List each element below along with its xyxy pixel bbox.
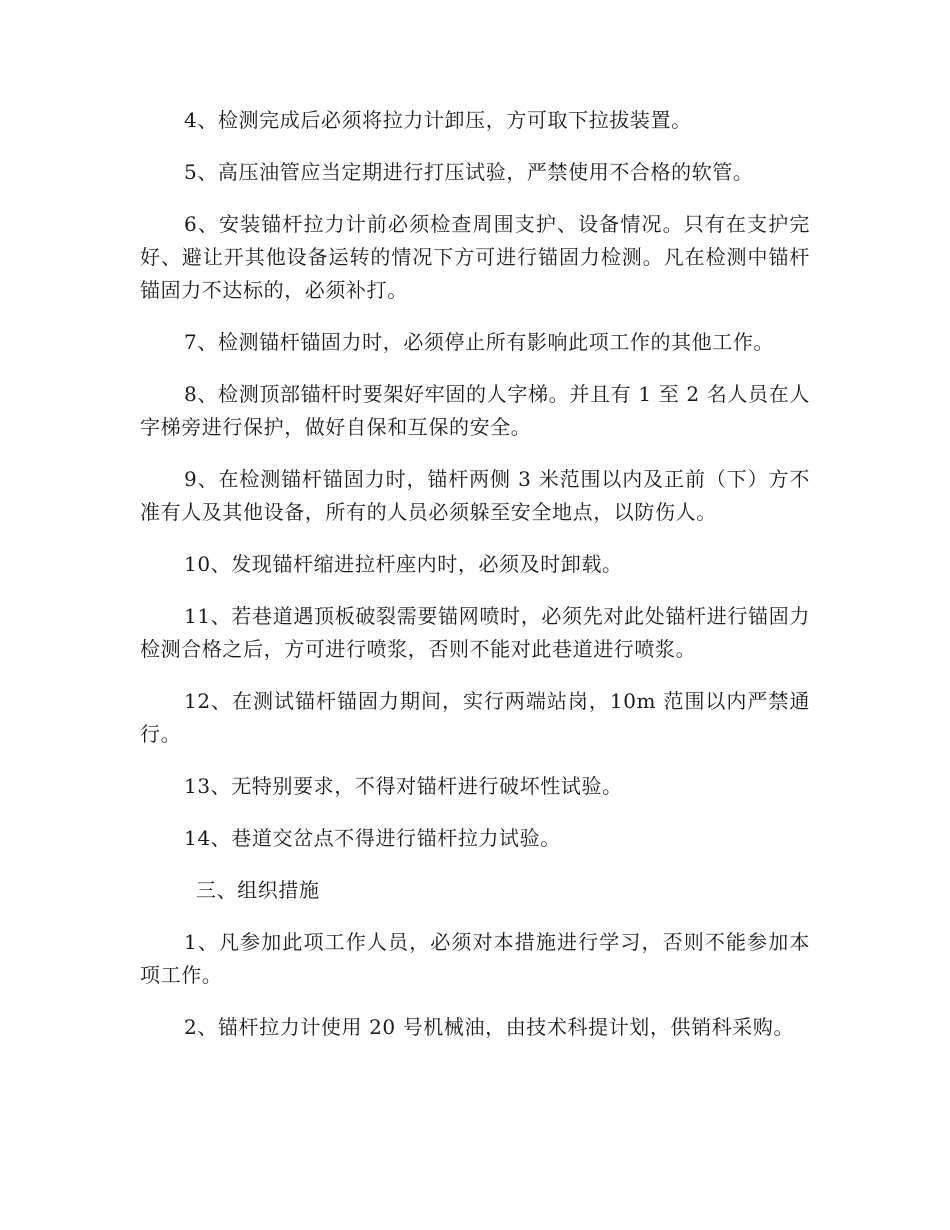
paragraph-item-8: 8、检测顶部锚杆时要架好牢固的人字梯。并且有 1 至 2 名人员在人字梯旁进行保护，做好自保和互保的安全。 <box>140 382 810 439</box>
paragraph-item-12: 12、在测试锚杆锚固力期间，实行两端站岗，10m 范围以内严禁通行。 <box>140 689 810 746</box>
paragraph-item-11: 11、若巷道遇顶板破裂需要锚网喷时，必须先对此处锚杆进行锚固力检测合格之后，方可进行喷浆，否则不能对此巷道进行喷浆。 <box>140 604 810 661</box>
paragraph-item-4: 4、检测完成后必须将拉力计卸压，方可取下拉拔装置。 <box>184 108 692 132</box>
paragraph-item-7: 7、检测锚杆锚固力时，必须停止所有影响此项工作的其他工作。 <box>184 330 775 354</box>
paragraph-item-9: 9、在检测锚杆锚固力时，锚杆两侧 3 米范围以内及正前（下）方不准有人及其他设备，所有的人员必须躲至安全地点，以防伤人。 <box>140 467 810 524</box>
paragraph-item-6: 6、安装锚杆拉力计前必须检查周围支护、设备情况。只有在支护完好、避让开其他设备运转的情况下方可进行锚固力检测。凡在检测中锚杆锚固力不达标的，必须补打。 <box>140 212 810 302</box>
paragraph-item-5: 5、高压油管应当定期进行打压试验，严禁使用不合格的软管。 <box>184 160 754 184</box>
measure-item-2: 2、锚杆拉力计使用 20 号机械油，由技术科提计划，供销科采购。 <box>184 1015 795 1039</box>
measure-item-1: 1、凡参加此项工作人员，必须对本措施进行学习，否则不能参加本项工作。 <box>140 930 810 987</box>
paragraph-item-10: 10、发现锚杆缩进拉杆座内时，必须及时卸载。 <box>184 552 623 576</box>
document-body <box>140 104 810 1063</box>
section-heading: 三、组织措施 <box>196 878 320 902</box>
paragraph-item-14: 14、巷道交岔点不得进行锚杆拉力试验。 <box>184 826 561 850</box>
paragraph-item-13: 13、无特别要求，不得对锚杆进行破坏性试验。 <box>184 774 623 798</box>
